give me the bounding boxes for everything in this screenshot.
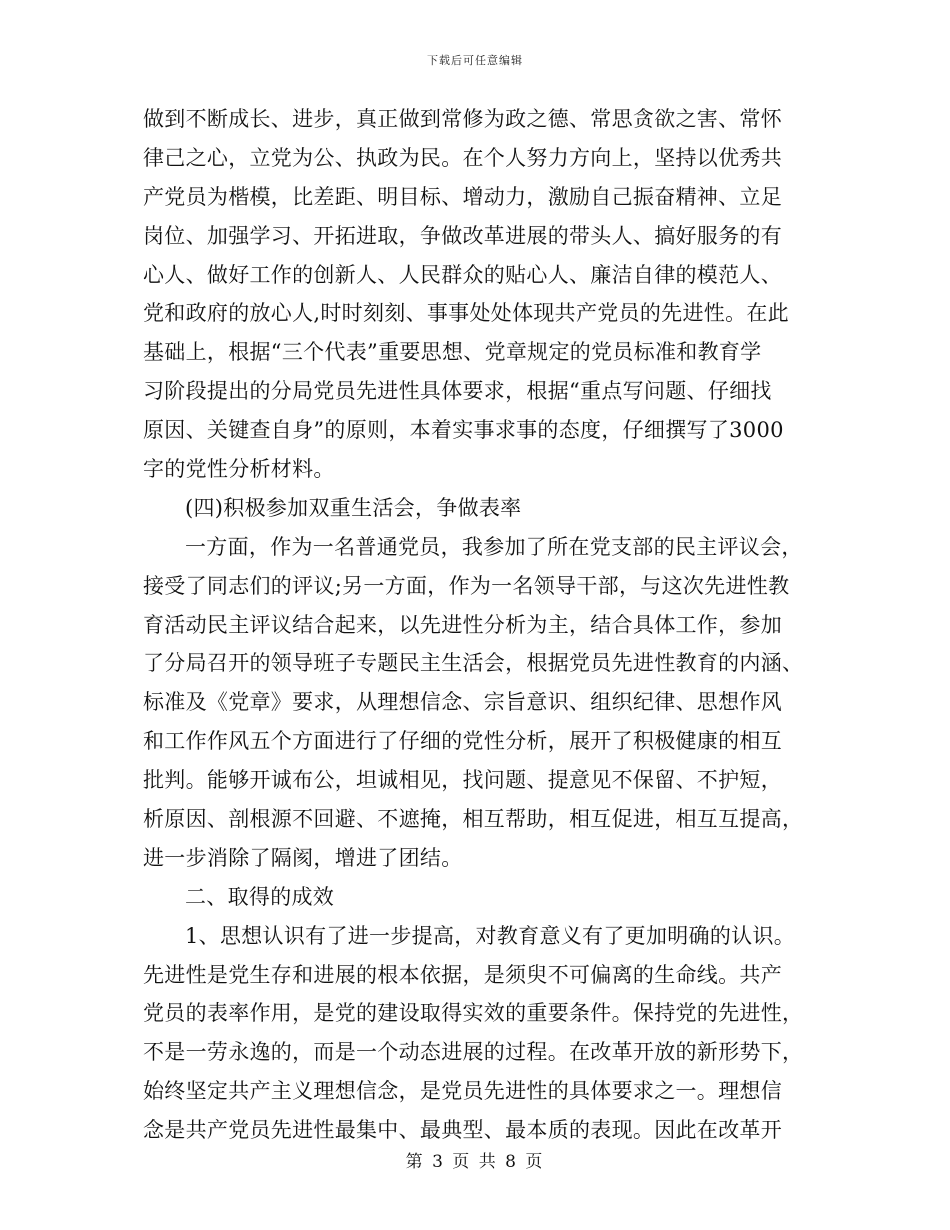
text-line: 1、思想认识有了进一步提高，对教育意义有了更加明确的认识。: [185, 923, 796, 948]
text-line: 始终坚定共产主义理想信念，是党员先进性的具体要求之一。理想信: [143, 1079, 782, 1104]
text-line: 标准及《党章》要求，从理想信念、宗旨意识、组织纪律、思想作风: [143, 690, 782, 715]
text-line: 习阶段提出的分局党员先进性具体要求，根据“重点写问题、仔细找: [143, 379, 772, 404]
text-line: 进一步消除了隔阂，增进了团结。: [143, 845, 463, 870]
page-footer: 第 3 页 共 8 页: [405, 1152, 545, 1172]
text-line: 律己之心，立党为公、执政为民。在个人努力方向上，坚持以优秀共: [143, 145, 782, 170]
text-line: 产党员为楷模，比差距、明目标、增动力，激励自己振奋精神、立足: [143, 184, 782, 209]
text-line: 了分局召开的领导班子专题民主生活会，根据党员先进性教育的内涵、: [143, 651, 804, 676]
text-line: (四)积极参加双重生活会，争做表率: [185, 495, 522, 520]
text-line: 二、取得的成效: [185, 884, 335, 909]
text-line: 一方面，作为一名普通党员，我参加了所在党支部的民主评议会，: [185, 534, 803, 559]
text-line: 心人、做好工作的创新人、人民群众的贴心人、廉洁自律的模范人、: [143, 262, 782, 287]
text-line: 析原因、剖根源不回避、不遮掩，相互帮助，相互促进，相互互提高，: [143, 807, 804, 832]
document-body: [143, 100, 811, 1150]
text-line: 基础上，根据“三个代表”重要思想、党章规定的党员标准和教育学: [143, 340, 762, 365]
text-line: 字的党性分析材料。: [143, 457, 335, 482]
text-line: 原因、关键查自身”的原则，本着实事求事的态度，仔细撰写了3000: [143, 418, 784, 443]
text-line: 党和政府的放心人,时时刻刻、事事处处体现共产党员的先进性。在此: [143, 301, 789, 326]
page-header: 下载后可任意编辑: [427, 54, 523, 67]
text-line: 念是共产党员先进性最集中、最典型、最本质的表现。因此在改革开: [143, 1118, 782, 1143]
text-line: 不是一劳永逸的，而是一个动态进展的过程。在改革开放的新形势下，: [143, 1040, 804, 1065]
text-line: 做到不断成长、进步，真正做到常修为政之德、常思贪欲之害、常怀: [143, 107, 782, 131]
text-line: 接受了同志们的评议;另一方面，作为一名领导干部，与这次先进性教: [143, 573, 790, 598]
text-line: 育活动民主评议结合起来，以先进性分析为主，结合具体工作，参加: [143, 612, 782, 637]
text-line: 岗位、加强学习、开拓进取，争做改革进展的带头人、搞好服务的有: [143, 223, 782, 248]
text-line: 先进性是党生存和进展的根本依据，是须臾不可偏离的生命线。共产: [143, 962, 782, 987]
text-line: 党员的表率作用，是党的建设取得实效的重要条件。保持党的先进性，: [143, 1001, 804, 1026]
text-line: 和工作作风五个方面进行了仔细的党性分析，展开了积极健康的相互: [143, 729, 782, 754]
text-line: 批判。能够开诚布公，坦诚相见，找问题、提意见不保留、不护短，: [143, 768, 782, 793]
